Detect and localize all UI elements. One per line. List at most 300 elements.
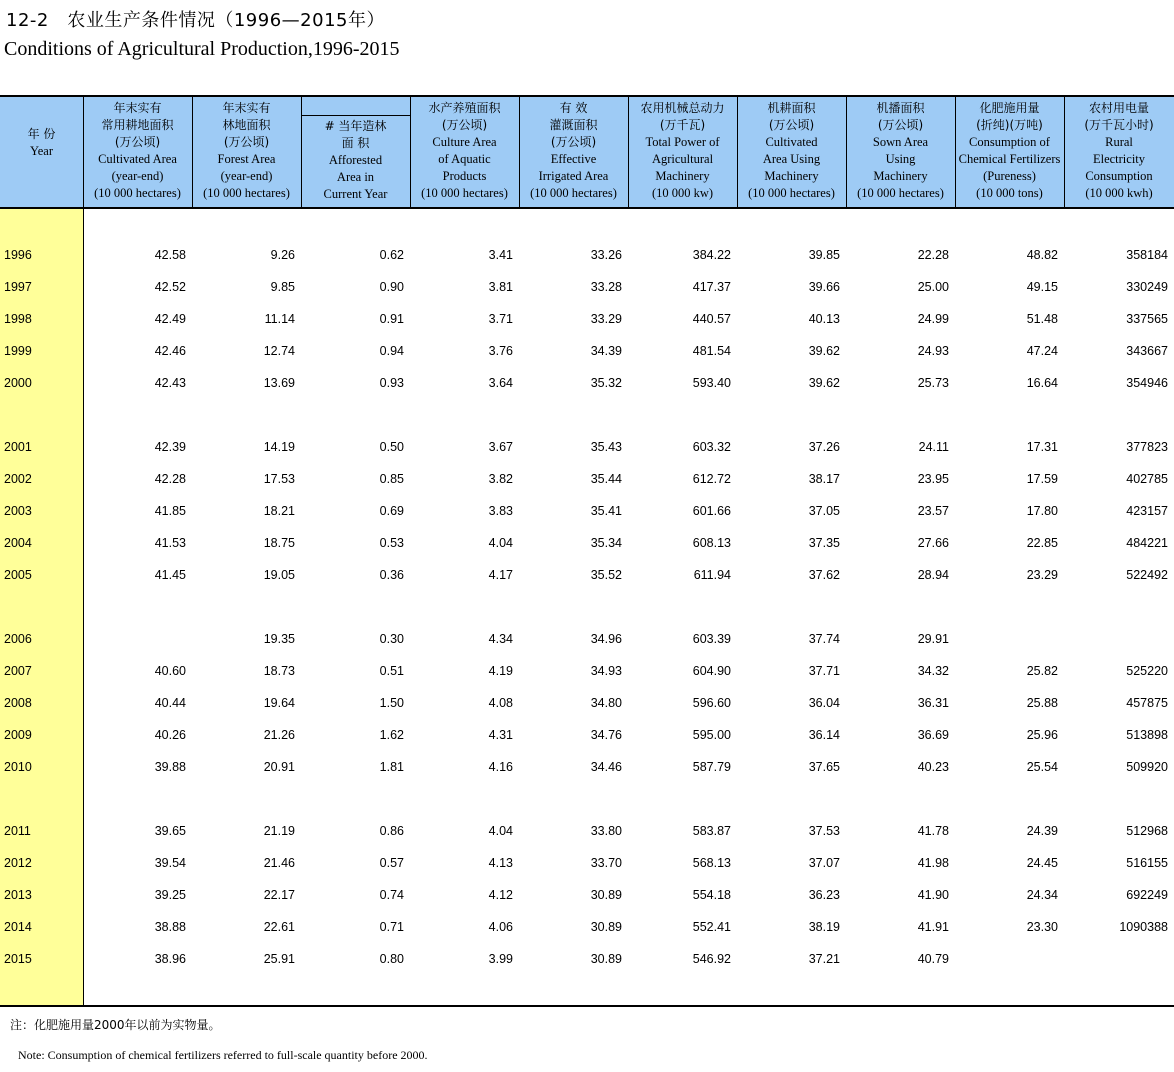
value-cell: 22.17 [263,888,295,902]
value-cell: 0.51 [379,664,404,678]
value-cell: 24.11 [918,440,949,454]
value-cell: 4.13 [488,856,513,870]
header-en-line: Irrigated Area [538,169,609,183]
value-cell: 37.07 [808,856,840,870]
value-cell: 0.69 [379,504,404,518]
column-header-8 [846,96,955,208]
header-cn-line: 机耕面积 [767,101,816,115]
value-cell: 4.17 [488,568,513,582]
value-cell: 37.71 [808,664,840,678]
header-en-line: Electricity [1092,152,1146,166]
value-cell: 33.28 [590,280,622,294]
value-cell: 24.93 [917,344,949,358]
value-cell: 0.93 [379,376,404,390]
year-cell: 2005 [4,568,32,582]
header-cn-line: 林地面积 [222,118,271,132]
value-cell: 39.88 [154,760,186,774]
value-cell: 25.54 [1026,760,1058,774]
value-cell: 37.53 [808,824,840,838]
header-cn-line: 农用机械总动力 [640,101,725,115]
year-cell: 2004 [4,536,32,550]
header-en-line: Current Year [323,187,388,201]
value-cell: 25.96 [1026,728,1058,742]
value-cell: 51.48 [1026,312,1058,326]
header-en-line: (10 000 hectares) [94,186,181,200]
year-cell: 2001 [4,440,32,454]
header-cn-line: (万公顷) [114,135,161,149]
value-cell: 23.29 [1026,568,1058,582]
value-cell: 41.91 [917,920,949,934]
value-cell: 9.85 [270,280,295,294]
vertical-rule [519,96,520,208]
value-cell: 603.39 [692,632,731,646]
header-cn-line: 年 份 [27,127,56,141]
header-en-line: Forest Area [217,152,276,166]
value-cell: 11.14 [264,312,295,326]
header-cn-line: 面 积 [341,136,370,150]
value-cell: 9.26 [270,248,295,262]
value-cell: 611.94 [693,568,731,582]
year-cell: 1998 [4,312,32,326]
value-cell: 21.26 [263,728,295,742]
value-cell: 37.35 [808,536,840,550]
value-cell: 513898 [1126,728,1168,742]
column-header-5 [519,96,628,208]
header-en-line: (10 000 hectares) [748,186,835,200]
header-en-line: Area in [336,170,375,184]
value-cell: 19.64 [263,696,295,710]
value-cell: 604.90 [692,664,731,678]
value-cell: 402785 [1126,472,1168,486]
header-en-line: Agricultural [651,152,714,166]
value-cell: 358184 [1126,248,1168,262]
value-cell: 35.52 [590,568,622,582]
header-en-line: (10 000 hectares) [857,186,944,200]
table-row [0,344,1174,364]
value-cell: 337565 [1126,312,1168,326]
value-cell: 522492 [1126,568,1168,582]
value-cell: 42.39 [154,440,186,454]
value-cell: 30.89 [590,888,622,902]
table-row [0,824,1174,844]
value-cell: 603.32 [692,440,731,454]
value-cell: 18.75 [263,536,295,550]
value-cell: 22.28 [917,248,949,262]
value-cell: 42.52 [154,280,186,294]
value-cell: 18.21 [263,504,295,518]
value-cell: 17.31 [1026,440,1058,454]
header-en-line: (10 000 hectares) [203,186,290,200]
value-cell: 354946 [1126,376,1168,390]
footnote-cn: 注：化肥施用量2000年以前为实物量。 [10,1018,221,1032]
header-en-line: (10 000 hectares) [421,186,508,200]
value-cell: 4.06 [488,920,513,934]
value-cell: 423157 [1126,504,1168,518]
header-cn-line: # 当年造林 [324,119,387,133]
table-row [0,632,1174,652]
page-title-cn: 12-2 农业生产条件情况（1996—2015年） [6,10,385,31]
value-cell: 39.65 [154,824,186,838]
value-cell: 40.60 [154,664,186,678]
value-cell: 14.19 [263,440,295,454]
header-cn-line: 常用耕地面积 [101,118,174,132]
value-cell: 22.85 [1026,536,1058,550]
table-row [0,280,1174,300]
horizontal-rule [0,95,1174,97]
value-cell: 1.81 [379,760,404,774]
value-cell: 21.46 [263,856,295,870]
value-cell: 36.04 [808,696,840,710]
year-cell: 1996 [4,248,32,262]
vertical-rule [192,96,193,208]
value-cell: 417.37 [692,280,731,294]
header-en-line: (10 000 hectares) [530,186,617,200]
header-en-line: Afforested [328,153,383,167]
table-row [0,664,1174,684]
year-cell: 2002 [4,472,32,486]
value-cell: 330249 [1126,280,1168,294]
vertical-rule [410,96,411,208]
header-en-line: Using [885,152,916,166]
vertical-rule [846,96,847,208]
value-cell: 0.80 [379,952,404,966]
header-en-line: (year-end) [220,169,273,183]
value-cell: 30.89 [590,952,622,966]
value-cell: 1.50 [379,696,404,710]
value-cell: 42.46 [154,344,186,358]
header-en-line: (Pureness) [983,169,1036,183]
table-row [0,696,1174,716]
table-row [0,472,1174,492]
year-cell: 2013 [4,888,32,902]
table-row [0,856,1174,876]
value-cell: 0.71 [379,920,404,934]
value-cell: 35.34 [590,536,622,550]
value-cell: 13.69 [263,376,295,390]
value-cell: 40.13 [808,312,840,326]
year-cell: 2003 [4,504,32,518]
header-en-line: of Aquatic [438,152,491,166]
value-cell: 587.79 [692,760,731,774]
header-cn-line: 化肥施用量 [979,101,1040,115]
header-en-line: Effective [550,152,597,166]
value-cell: 39.54 [154,856,186,870]
value-cell: 34.39 [590,344,622,358]
header-en-line: (year-end) [111,169,164,183]
value-cell: 0.62 [379,248,404,262]
value-cell: 39.62 [808,376,840,390]
value-cell: 17.53 [263,472,295,486]
value-cell: 17.59 [1026,472,1058,486]
value-cell: 25.73 [917,376,949,390]
value-cell: 34.32 [917,664,949,678]
value-cell: 40.79 [917,952,949,966]
header-cn-line: 年末实有 [113,101,162,115]
value-cell: 692249 [1126,888,1168,902]
header-cn-line: (万公顷) [550,135,597,149]
value-cell: 595.00 [692,728,731,742]
value-cell: 42.43 [154,376,186,390]
value-cell: 509920 [1126,760,1168,774]
table-row [0,568,1174,588]
value-cell: 22.61 [263,920,295,934]
value-cell: 3.41 [488,248,513,262]
header-en-line: Consumption of [969,135,1050,149]
value-cell: 24.99 [917,312,949,326]
header-en-line: Year [29,144,54,158]
value-cell: 34.93 [590,664,622,678]
value-cell: 35.44 [590,472,622,486]
value-cell: 0.94 [379,344,404,358]
value-cell: 39.25 [154,888,186,902]
header-en-line: (10 000 kw) [651,186,714,200]
horizontal-rule [301,115,410,116]
value-cell: 484221 [1126,536,1168,550]
value-cell: 0.85 [379,472,404,486]
value-cell: 4.04 [488,824,513,838]
year-cell: 2006 [4,632,32,646]
value-cell: 0.30 [379,632,404,646]
header-en-line: Machinery [764,169,819,183]
header-en-line: (10 000 kwh) [1085,186,1153,200]
vertical-rule [1064,96,1065,208]
footnote-en: Note: Consumption of chemical fertilizers referred to full-scale quantity before 2000. [18,1048,428,1062]
value-cell: 3.82 [488,472,513,486]
year-cell: 2008 [4,696,32,710]
header-cn-line: (万千瓦) [659,118,706,132]
header-cn-line: (万公顷) [223,135,270,149]
value-cell: 4.31 [488,728,513,742]
value-cell: 554.18 [692,888,731,902]
value-cell: 0.74 [379,888,404,902]
value-cell: 40.23 [917,760,949,774]
table-row [0,504,1174,524]
header-en-line: Culture Area [432,135,497,149]
value-cell: 24.45 [1026,856,1058,870]
header-cn-line: 年末实有 [222,101,271,115]
header-en-line: Machinery [655,169,710,183]
value-cell: 37.74 [808,632,840,646]
value-cell: 3.99 [488,952,513,966]
value-cell: 24.34 [1026,888,1058,902]
value-cell: 18.73 [263,664,295,678]
value-cell: 29.91 [917,632,949,646]
value-cell: 1090388 [1119,920,1168,934]
header-en-line: Rural [1105,135,1133,149]
value-cell: 37.62 [808,568,840,582]
value-cell: 36.69 [917,728,949,742]
header-cn-line: 灌溉面积 [549,118,598,132]
value-cell: 568.13 [692,856,731,870]
horizontal-rule [0,1005,1174,1007]
year-cell: 2007 [4,664,32,678]
value-cell: 33.26 [590,248,622,262]
value-cell: 0.50 [379,440,404,454]
value-cell: 35.41 [590,504,622,518]
value-cell: 17.80 [1026,504,1058,518]
value-cell: 3.76 [488,344,513,358]
value-cell: 612.72 [692,472,731,486]
header-cn-line: (万公顷) [877,118,924,132]
value-cell: 19.35 [263,632,295,646]
year-cell: 2012 [4,856,32,870]
value-cell: 0.53 [379,536,404,550]
header-cn-line: 机播面积 [876,101,925,115]
value-cell: 0.57 [379,856,404,870]
value-cell: 24.39 [1026,824,1058,838]
value-cell: 512968 [1126,824,1168,838]
value-cell: 525220 [1126,664,1168,678]
vertical-rule [955,96,956,208]
table-row [0,440,1174,460]
value-cell: 608.13 [692,536,731,550]
value-cell: 34.96 [590,632,622,646]
year-cell: 2000 [4,376,32,390]
value-cell: 25.88 [1026,696,1058,710]
value-cell: 3.67 [488,440,513,454]
vertical-rule [301,96,302,208]
value-cell: 4.08 [488,696,513,710]
value-cell: 4.34 [488,632,513,646]
value-cell: 36.31 [917,696,949,710]
header-en-line: Products [442,169,487,183]
table-row [0,248,1174,268]
value-cell: 30.89 [590,920,622,934]
value-cell: 39.85 [808,248,840,262]
value-cell: 601.66 [692,504,731,518]
value-cell: 42.49 [154,312,186,326]
vertical-rule [737,96,738,208]
value-cell: 25.00 [917,280,949,294]
header-cn-line: (万千瓦小时) [1084,118,1154,132]
year-cell: 2014 [4,920,32,934]
table-row [0,760,1174,780]
value-cell: 37.26 [808,440,840,454]
value-cell: 38.19 [808,920,840,934]
year-cell: 1997 [4,280,32,294]
value-cell: 41.98 [917,856,949,870]
value-cell: 481.54 [692,344,731,358]
value-cell: 4.12 [488,888,513,902]
value-cell: 596.60 [692,696,731,710]
column-header-9 [955,96,1064,208]
header-en-line: Chemical Fertilizers [958,152,1061,166]
year-cell: 2015 [4,952,32,966]
table-header [0,96,1174,208]
value-cell: 12.74 [263,344,295,358]
value-cell: 457875 [1126,696,1168,710]
value-cell: 19.05 [263,568,295,582]
value-cell: 593.40 [692,376,731,390]
column-header-0 [0,96,83,208]
value-cell: 1.62 [379,728,404,742]
value-cell: 33.70 [590,856,622,870]
value-cell: 39.62 [808,344,840,358]
value-cell: 516155 [1126,856,1168,870]
value-cell: 37.05 [808,504,840,518]
value-cell: 35.43 [590,440,622,454]
value-cell: 0.90 [379,280,404,294]
value-cell: 36.14 [808,728,840,742]
header-en-line: Area Using [762,152,821,166]
column-header-10 [1064,96,1174,208]
value-cell: 37.65 [808,760,840,774]
value-cell: 38.17 [808,472,840,486]
value-cell: 49.15 [1026,280,1058,294]
value-cell: 23.30 [1026,920,1058,934]
value-cell: 33.80 [590,824,622,838]
value-cell: 3.71 [488,312,513,326]
horizontal-rule [0,207,1174,209]
header-en-line: Consumption [1085,169,1153,183]
column-header-3 [301,96,410,208]
value-cell: 28.94 [917,568,949,582]
value-cell: 20.91 [263,760,295,774]
column-header-2 [192,96,301,208]
table-row [0,952,1174,972]
value-cell: 40.26 [154,728,186,742]
value-cell: 440.57 [692,312,731,326]
value-cell: 38.88 [154,920,186,934]
value-cell: 40.44 [154,696,186,710]
value-cell: 34.80 [590,696,622,710]
value-cell: 42.58 [154,248,186,262]
value-cell: 41.53 [154,536,186,550]
value-cell: 343667 [1126,344,1168,358]
year-cell: 2010 [4,760,32,774]
table-row [0,536,1174,556]
value-cell: 4.16 [488,760,513,774]
header-en-line: (10 000 tons) [976,186,1043,200]
value-cell: 42.28 [154,472,186,486]
value-cell: 552.41 [692,920,731,934]
value-cell: 21.19 [263,824,295,838]
value-cell: 25.82 [1026,664,1058,678]
header-en-line: Cultivated Area [98,152,177,166]
value-cell: 34.76 [590,728,622,742]
value-cell: 23.57 [917,504,949,518]
header-cn-line: 农村用电量 [1088,101,1149,115]
value-cell: 35.32 [590,376,622,390]
header-en-line: Sown Area [872,135,929,149]
header-cn-line: (万公顷) [768,118,815,132]
value-cell: 25.91 [263,952,295,966]
value-cell: 3.64 [488,376,513,390]
value-cell: 39.66 [808,280,840,294]
header-cn-line: (万公顷) [441,118,488,132]
header-en-line: Total Power of [645,135,720,149]
value-cell: 3.83 [488,504,513,518]
table-row [0,920,1174,940]
year-cell: 2009 [4,728,32,742]
column-header-1 [83,96,192,208]
value-cell: 3.81 [488,280,513,294]
value-cell: 23.95 [917,472,949,486]
value-cell: 47.24 [1026,344,1058,358]
value-cell: 41.45 [154,568,186,582]
column-header-4 [410,96,519,208]
year-cell: 2011 [4,824,31,838]
value-cell: 546.92 [692,952,731,966]
vertical-rule [628,96,629,208]
value-cell: 384.22 [692,248,731,262]
column-header-7 [737,96,846,208]
page-title-en: Conditions of Agricultural Production,1996-2015 [4,38,400,60]
value-cell: 377823 [1126,440,1168,454]
value-cell: 0.91 [379,312,404,326]
header-cn-line: 有 效 [559,101,588,115]
table-row [0,728,1174,748]
